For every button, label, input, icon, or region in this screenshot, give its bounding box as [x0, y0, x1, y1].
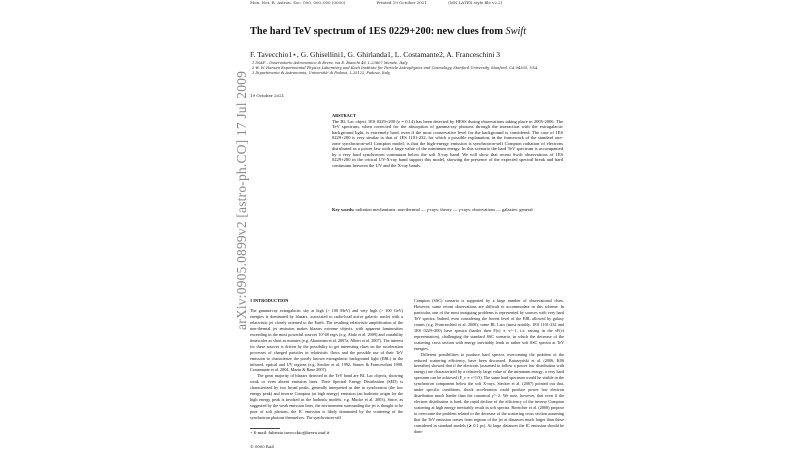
footnote-rule: [250, 428, 280, 429]
paper-title: [250, 26, 526, 37]
intro-paragraph-2: The great majority of blazars detected in the TeV band are BL Lac objects, showing weak or even absent emission lines. Their Spectral Energy Distribution (SED) is characterized by two broad peaks, generally interpreted as due to synchrotron (the low energy peak) and inverse Compton (at high energy) emission (an hadronic origin for the high energy peak is invoked in the hadronic models, e.g. Mucke et al. 2003). Since, as suggested by the weak emission lines, the environment surrounding the jet is thought to be poor of soft photons, the IC emission is likely dominated by the scattering of the synchrotron photons themselves. The synchrotron-self: [250, 373, 403, 421]
style-note: (MN LATEX style file v2.2): [448, 0, 503, 5]
abstract-text: The BL Lac object 1ES 0229+200 (z = 0.14) has been detected by HESS during observations taking place in 2005-2006. The TeV spectrum, when corrected for the absorption of gamma-ray photons through the interaction with the extragalactic background light, is extremely hard, even if the most conservative level for the background is considered. The case of 1ES 0229+200 is very similar to that of 1ES 1101-232, for which a possible explanation, in the framework of the standard one-zone synchrotron-self Compton model, is that the high-energy emission is synchrotron-self Compton radiation of electrons distributed as a power law with a large value of the minimum energy. In this scenario the hard TeV spectrum is accompanied by a very hard synchrotron continuum below the soft X-ray band. We will show that recent Swift observations of 1ES 0229+200 in the critical UV-X-ray band support this model, showing the presence of the expected spectral break and hard continuum between the UV and the X-ray bands.: [332, 118, 563, 168]
authors: F. Tavecchio1⋆, G. Ghisellini1, G. Ghirlanda1, L. Costamante2, A. Franceschini 3: [250, 50, 501, 59]
keywords: [332, 207, 563, 213]
affiliation-3: 3 Dipartimento di Astronomia, Università' di Padova, I–35122, Padova, Italy: [252, 71, 391, 75]
right-background: [564, 0, 800, 450]
running-header: [250, 0, 502, 5]
keywords-text: radiation mechanisms: non-thermal — γ-rays: theory — γ-rays: observations — galaxies: general: [355, 207, 533, 212]
column-right: [414, 298, 564, 435]
column-left: [250, 298, 403, 421]
left-background: [0, 0, 236, 450]
intro-paragraph-4: Different possibilities to produce hard spectra, overcoming the problem of the reduced scattering efficiency, have been discussed. Katarzyński et al. (2006, K06 hereafter) showed that if the electrons (assumed to follow a power law distribution with energy) are characterized by a relatively large value of the minimum energy, a very hard spectrum can be achieved (F_ν ∝ ν^1/3). The same hard spectrum would be visible in the synchrotron component below the soft X-rays. Stecker et al. (2007) pointed out that, under specific conditions, shock acceleration could produce power law electron distribution much harder than the canonical γ^−2. We note, however, that even if the electron distribution is hard, the rapid decline of the efficiency of the inverse Compton scattering at high energy inevitably result in soft spectra. Boettcher et al. (2008) propose to overcome the problem related to the decrease of the scattering cross section assuming that the TeV emission comes from regions of the jet at distances much larger than those considered in standard models (≳ 0.1 pc). At large distances the IC emission should be dom-: [414, 351, 564, 434]
arxiv-stamp-text: arXiv:0905.0899v2 [astro-ph.CO] 17 Jul 2009: [234, 70, 249, 330]
printed-date: Printed 19 October 2021: [376, 0, 427, 5]
intro-paragraph-3: Compton (SSC) scenario is supported by a large number of observational clues. However, some recent observations are difficult to accommodate in this scheme. In particular, one of the most intriguing problems is represented by sources with very hard TeV spectra. Indeed, even considering the lowest level of the EBL allowed by galaxy counts (e.g. Franceschini et al. 2008), some BL Lacs (most notably, 1ES 1101-232 and 1ES 0229+200) have spectra (harder then F(ν) ∝ ν^−1, i.e. raising in the νF(ν) representation), challenging the standard SSC scenario, in which the decrease of the scattering cross section with energy inevitably leads to rather soft SSC spectra at TeV energies.: [414, 298, 564, 351]
affiliation-2: 2 W. W. Hansen Experimental Physics Laboratory and Kavli Institute for Particle Astrophysics and Cosmology, Stanford University, Stanford, CA 94305, USA: [252, 66, 538, 70]
paper-date: 19 October 2021: [250, 93, 285, 98]
title-text: The hard TeV spectrum of 1ES 0229+200: new clues from: [250, 26, 503, 37]
arxiv-stamp: [232, 70, 249, 330]
intro-paragraph-1: The gamma-ray extragalactic sky at high (> 100 MeV) and very high (> 100 GeV) energies is dominated by blazars, associated to radio-loud active galactic nuclei with a relativistic jet closely oriented to the Earth. The resulting relativistic amplification of the non-thermal jet emission makes blazars extreme objects, with apparent luminosities exceeding in the most powerful sources 10^48 erg/s (e.g. Abdo et al. 2009) and variability timescales as short as minutes (e.g. Aharonian et al. 2007a, Albert et al. 2007). The interest for these sources is driven by the possibility to get interesting clues on the acceleration processes of charged particles in relativistic flows and the possible use of their TeV emission to characterize the poorly known extragalactic background light (EBL) in the infrared, optical and UV regions (e.g. Stecker et al. 1992, Stanev & Franceschini 1998, Costamante et al. 2004, Mazin & Raue 2007).: [250, 307, 403, 373]
section-heading: 1 INTRODUCTION: [250, 298, 289, 303]
affiliation-1: 1 INAF – Osservatorio Astronomico di Brera, via E. Bianchi 46, I–23807 Merate, Italy: [252, 61, 408, 65]
abstract: [332, 113, 563, 168]
abstract-heading: ABSTRACT: [332, 113, 356, 118]
journal-ref: Mon. Not. R. Astron. Soc. 000, 000–000 (0000): [250, 0, 346, 5]
copyright: © 0000 RAS: [250, 444, 275, 449]
keywords-label: Key words:: [332, 207, 355, 212]
title-italic: Swift: [505, 26, 527, 37]
footnote: ⋆ E-mail: fabrizio.tavecchio@brera.inaf.it: [250, 430, 330, 435]
